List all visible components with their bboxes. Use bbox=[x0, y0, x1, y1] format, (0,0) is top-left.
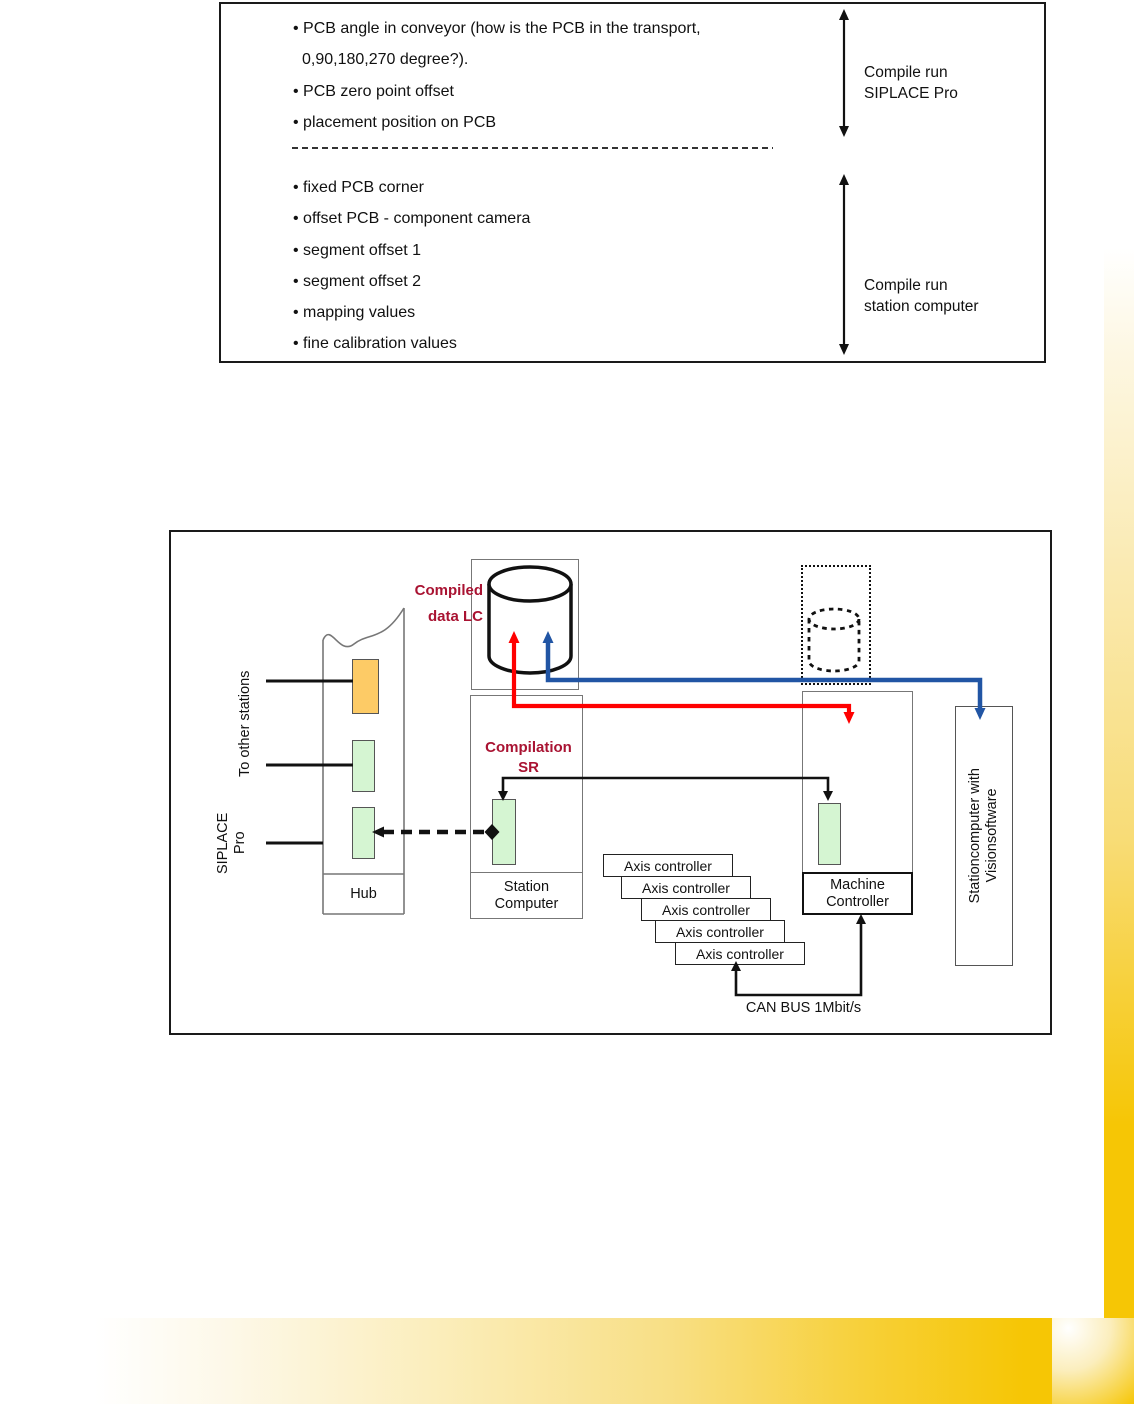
compiled-data-lc-label bbox=[393, 578, 483, 630]
label-line: data LC bbox=[427, 608, 483, 625]
label-line: Hub bbox=[350, 886, 377, 902]
label-line: Stationcomputer with bbox=[967, 768, 983, 904]
double-arrow-station-icon bbox=[839, 174, 849, 355]
blue-data-flow-arrow bbox=[543, 631, 986, 720]
compiled-data-box bbox=[471, 559, 579, 690]
label-line: Machine bbox=[830, 876, 885, 893]
axis-controller-label: Axis controller bbox=[662, 901, 750, 918]
compile-run-station-label bbox=[864, 275, 979, 317]
axis-controller-box-1 bbox=[603, 854, 733, 877]
axis-controller-label: Axis controller bbox=[696, 945, 784, 962]
label-line: station computer bbox=[864, 298, 979, 315]
bullet-line: • segment offset 2 bbox=[293, 272, 422, 290]
double-arrow-siplace-icon bbox=[839, 9, 849, 137]
label-line: Compile run bbox=[864, 64, 948, 81]
vision-computer-box bbox=[955, 706, 1013, 966]
label-line: SIPLACE bbox=[215, 812, 231, 874]
bullet-list-siplace bbox=[293, 13, 813, 138]
label-line: Pro bbox=[232, 831, 248, 855]
station-computer-port-green bbox=[492, 799, 516, 865]
bullet-line: • mapping values bbox=[293, 304, 416, 322]
axis-controller-box-4 bbox=[655, 920, 785, 943]
bullet-list-station bbox=[293, 172, 813, 360]
can-bus-label bbox=[731, 1000, 876, 1016]
label-line: Compilation bbox=[485, 739, 572, 756]
siplace-pro-label bbox=[215, 804, 249, 882]
bullet-line: • fixed PCB corner bbox=[293, 179, 424, 196]
label-line: To other stations bbox=[237, 670, 253, 778]
optional-database-box bbox=[801, 565, 871, 685]
station-computer-label bbox=[471, 872, 582, 918]
label-line: Computer bbox=[494, 895, 559, 912]
label-line: Controller bbox=[826, 893, 889, 910]
yellow-gradient-corner bbox=[1052, 1318, 1134, 1404]
bullet-line: • segment offset 1 bbox=[293, 241, 422, 259]
label-line: Visionsoftware bbox=[984, 788, 1000, 884]
label-line: Compiled bbox=[414, 582, 483, 599]
hub-label bbox=[323, 877, 404, 911]
vision-computer-label bbox=[967, 768, 1001, 903]
bullet-line: • PCB angle in conveyor (how is the PCB in the transport, bbox=[293, 20, 701, 37]
axis-controller-box-3 bbox=[641, 898, 771, 921]
compilation-sr-label bbox=[471, 738, 586, 778]
label-line: Compile run bbox=[864, 277, 948, 294]
label-line: Station bbox=[503, 879, 550, 895]
architecture-diagram-box bbox=[169, 530, 1052, 1035]
machine-controller-label bbox=[802, 872, 913, 915]
bullet-line: • offset PCB - component camera bbox=[293, 210, 531, 228]
axis-controller-label: Axis controller bbox=[676, 923, 764, 940]
label-line: SIPLACE Pro bbox=[864, 85, 958, 102]
bullet-line: • fine calibration values bbox=[293, 335, 457, 353]
yellow-gradient-right-band bbox=[1104, 248, 1134, 1318]
hub-port-green-2 bbox=[352, 807, 375, 859]
bullet-line: • PCB zero point offset bbox=[293, 82, 454, 100]
hub-connector-lines bbox=[266, 681, 353, 843]
axis-controller-label: Axis controller bbox=[642, 879, 730, 896]
diagram-connections bbox=[171, 532, 1050, 1033]
hub-port-green-1 bbox=[352, 740, 375, 792]
yellow-gradient-bottom-band bbox=[95, 1318, 1052, 1404]
bullet-line-continuation: 0,90,180,270 degree?). bbox=[302, 51, 469, 69]
compile-summary-box bbox=[219, 2, 1046, 363]
label-line: CAN BUS 1Mbit/s bbox=[745, 1000, 862, 1016]
axis-controller-label: Axis controller bbox=[624, 857, 712, 874]
to-other-stations-label bbox=[237, 664, 254, 784]
hub-port-orange bbox=[352, 659, 379, 714]
bullet-line: • placement position on PCB bbox=[293, 113, 497, 131]
machine-controller-port-green bbox=[818, 803, 841, 865]
axis-controller-box-5 bbox=[675, 942, 805, 965]
axis-controller-box-2 bbox=[621, 876, 751, 899]
compile-run-siplace-label bbox=[864, 62, 958, 104]
label-line: SR bbox=[518, 759, 539, 776]
station-computer-box bbox=[470, 695, 583, 919]
dashed-separator bbox=[292, 147, 773, 149]
